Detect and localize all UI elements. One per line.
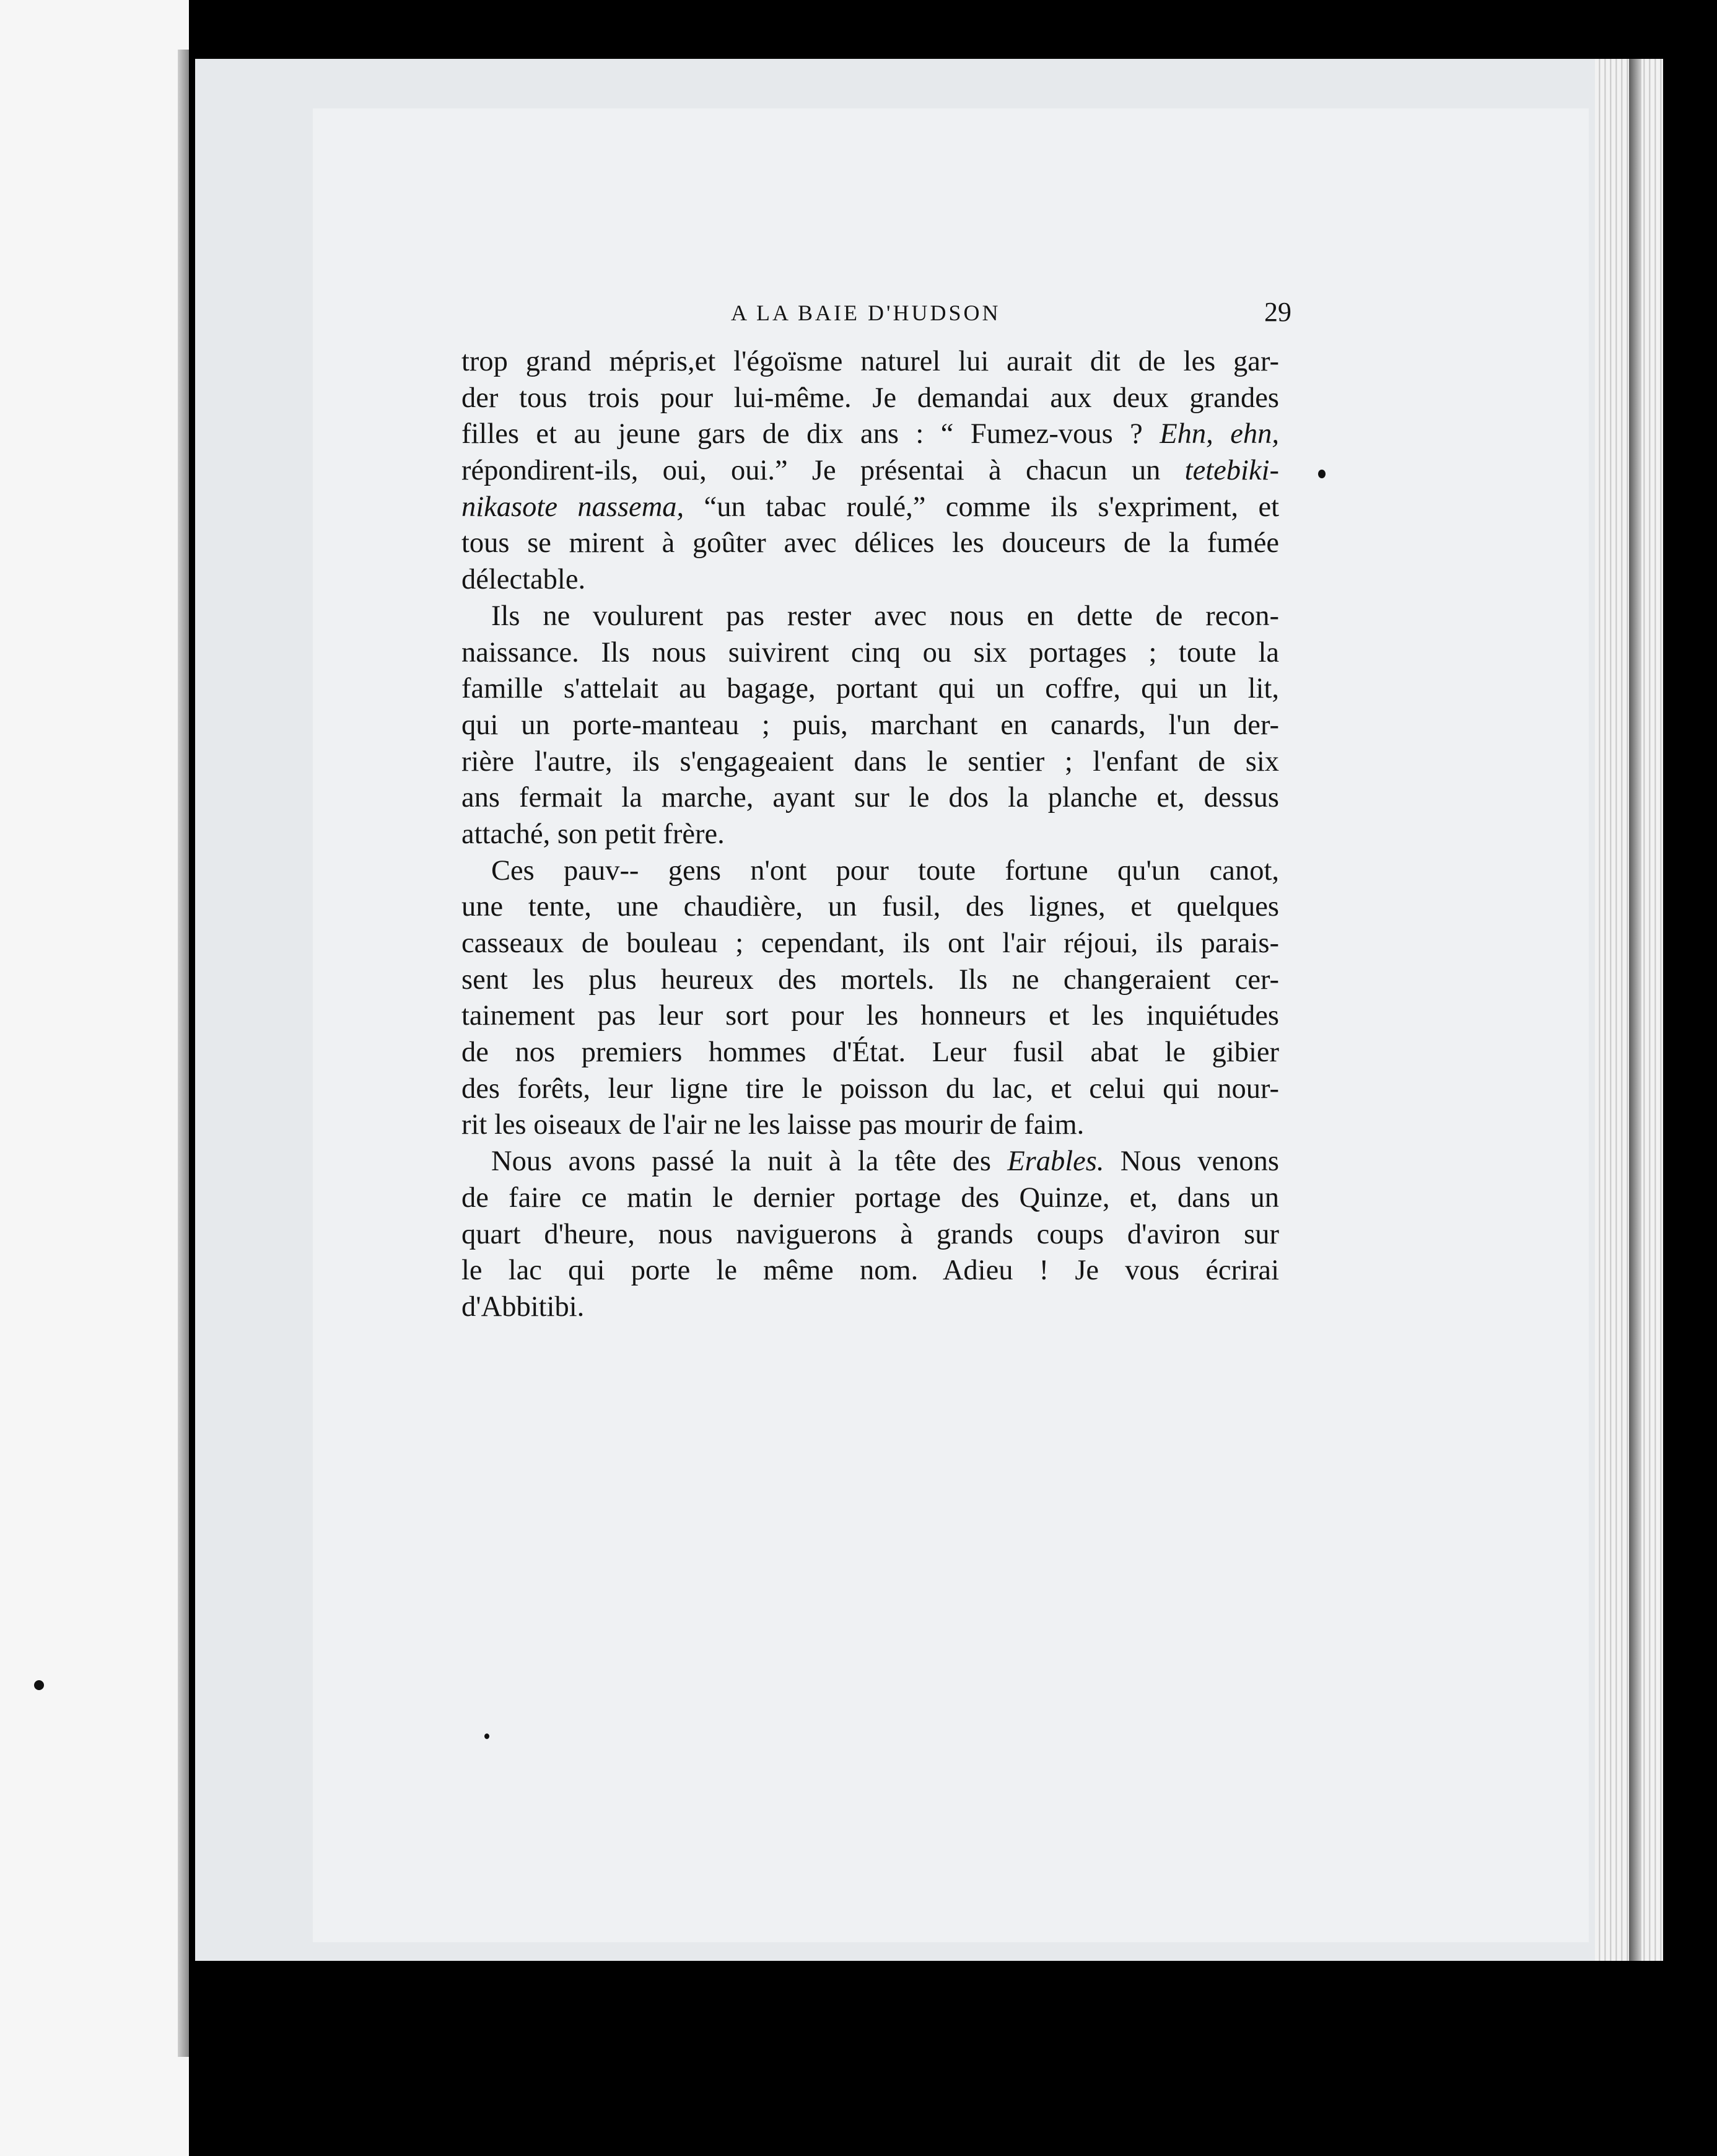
text-line: famille s'attelait au bagage, portant qui un coffre, qui un lit, — [461, 673, 1279, 705]
text-line: casseaux de bouleau ; cependant, ils ont l'air réjoui, ils parais- — [461, 927, 1279, 959]
text-line: filles et au jeune gars de dix ans : “ Fumez-vous ? Ehn, ehn, — [461, 418, 1279, 450]
text-line: trop grand mépris,et l'égoïsme naturel lui aurait dit de les gar- — [461, 346, 1279, 377]
text-line: attaché, son petit frère. — [461, 818, 725, 850]
text-line: des forêts, leur ligne tire le poisson du lac, et celui qui nour- — [461, 1072, 1279, 1105]
text-line: d'Abbitibi. — [461, 1291, 585, 1323]
text-line: délectable. — [461, 564, 586, 596]
text-line: tous se mirent à goûter avec délices les douceurs de la fumée — [461, 527, 1279, 559]
text-line: rière l'autre, ils s'engageaient dans le sentier ; l'enfant de six — [461, 745, 1279, 778]
left-page-edge — [0, 0, 189, 2156]
running-head: A LA BAIE D'HUDSON — [731, 300, 1001, 325]
text-line: Nous avons passé la nuit à la tête des Erables. Nous venons — [491, 1146, 1279, 1178]
paragraph — [461, 344, 1279, 598]
text-line: naissance. Ils nous suivirent cinq ou six portages ; toute la — [461, 636, 1279, 668]
text-line: qui un porte-manteau ; puis, marchant en canards, l'un der- — [461, 709, 1279, 741]
text-line: Ils ne voulurent pas rester avec nous en dette de recon- — [491, 600, 1279, 632]
body-text — [461, 344, 1279, 1326]
text-line: nikasote nassema, “un tabac roulé,” comme ils s'expriment, et — [461, 491, 1279, 523]
scan-speck — [1318, 470, 1326, 478]
text-line: de faire ce matin le dernier portage des Quinze, et, dans un — [461, 1181, 1279, 1214]
text-line: sent les plus heureux des mortels. Ils ne changeraient cer- — [461, 963, 1279, 996]
paragraph — [461, 1144, 1279, 1325]
text-line: quart d'heure, nous naviguerons à grands coups d'aviron sur — [461, 1218, 1279, 1250]
italic-phrase: Erables. — [1007, 1146, 1104, 1178]
italic-phrase: nikasote nassema, — [461, 491, 684, 523]
paragraph — [461, 598, 1279, 853]
text-line: répondirent-ils, oui, oui.” Je présentai à chacun un tetebiki- — [461, 455, 1279, 487]
scan-speck — [34, 1680, 44, 1690]
scan-speck — [484, 1733, 489, 1739]
text-line: tainement pas leur sort pour les honneurs et les inquiétudes — [461, 1000, 1279, 1032]
text-line: ans fermait la marche, ayant sur le dos la planche et, dessus — [461, 782, 1279, 814]
text-line: rit les oiseaux de l'air ne les laisse pas mourir de faim. — [461, 1109, 1085, 1141]
text-line: une tente, une chaudière, un fusil, des lignes, et quelques — [461, 891, 1279, 923]
page-number: 29 — [1264, 297, 1291, 327]
paragraph — [461, 853, 1279, 1144]
italic-phrase: tetebiki- — [1184, 455, 1279, 487]
book-gutter — [178, 50, 189, 2057]
text-line: le lac qui porte le même nom. Adieu ! Je vous écrirai — [461, 1255, 1279, 1287]
text-line: de nos premiers hommes d'État. Leur fusil abat le gibier — [461, 1036, 1279, 1069]
italic-phrase: Ehn, ehn, — [1160, 418, 1279, 450]
page-edge-shadow — [1629, 59, 1641, 1961]
text-line: der tous trois pour lui-même. Je demandai aux deux grandes — [461, 382, 1279, 414]
text-line: Ces pauv‐‐ gens n'ont pour toute fortune qu'un canot, — [491, 854, 1279, 887]
page-header — [455, 296, 1291, 340]
